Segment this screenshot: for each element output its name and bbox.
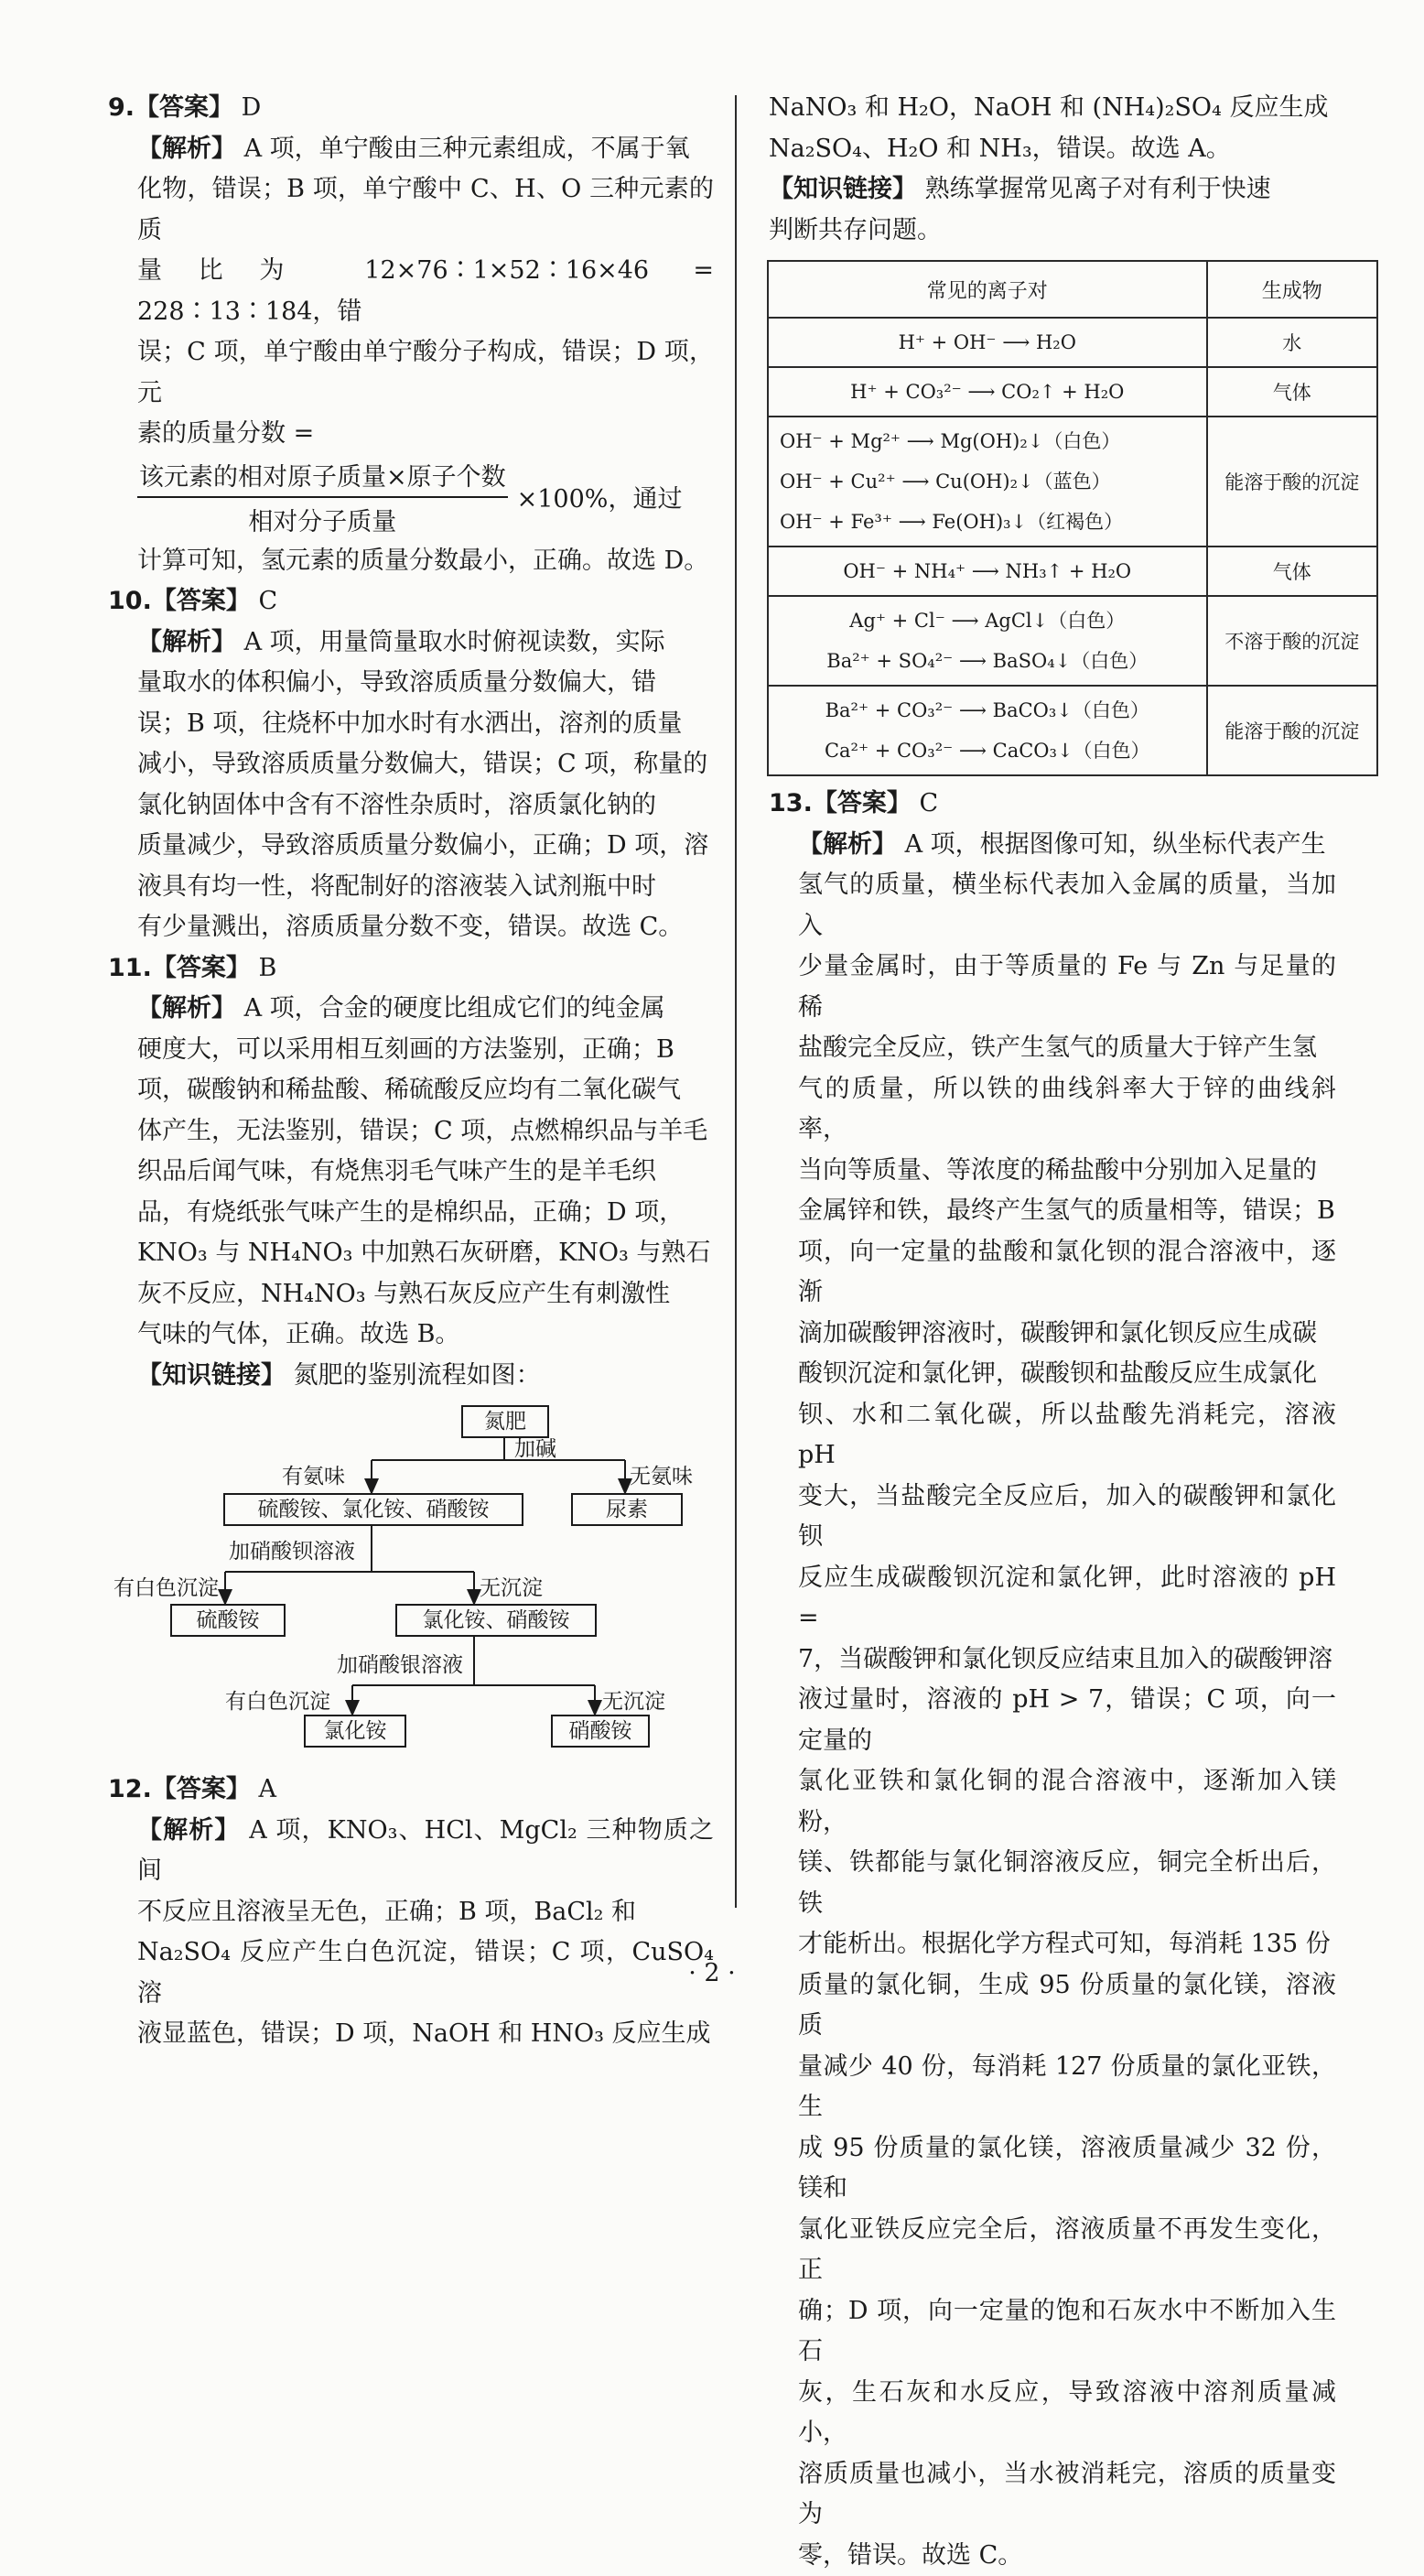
q13-line: 盐酸完全反应，铁产生氢气的质量大于锌产生氢 [798,1028,1336,1069]
q12-number: 12. [108,1775,152,1803]
table-header-row [768,261,1377,318]
flow-node-ammonium-sulfate: 硫酸铵 [170,1604,286,1637]
ion-equation: OH⁻ + Cu²⁺ ⟶ Cu(OH)₂↓（蓝色） [780,461,1201,502]
q13-line: 反应生成碳酸钡沉淀和氯化钾，此时溶液的 pH = [798,1558,1336,1640]
table-row [768,596,1377,686]
ion-equation: Ag⁺ + Cl⁻ ⟶ AgCl↓（白色） [774,601,1201,641]
q13-line: 项，向一定量的盐酸和氯化钡的混合溶液中，逐渐 [798,1232,1336,1314]
q11-line: 灰不反应，NH₄NO₃ 与熟石灰反应产生有刺激性 [137,1274,714,1315]
column-divider [735,95,737,1908]
q9-line: 计算可知，氢元素的质量分数最小，正确。故选 D。 [137,541,714,582]
q13-line: 镁、铁都能与氯化铜溶液反应，铜完全析出后，铁 [798,1843,1336,1924]
q12-answer-tag: 【答案】 [152,1775,251,1803]
flow-cond-white-precipitate-2: 有白色沉淀 [225,1689,330,1715]
nitrogen-fertilizer-flowchart [108,1402,712,1768]
q13-answer-tag: 【答案】 [813,789,912,817]
product-cell: 气体 [1207,547,1377,596]
q9-analysis [108,129,714,455]
q13-line: 少量金属时，由于等质量的 Fe 与 Zn 与足量的稀 [798,947,1336,1028]
q10-line: A 项，用量筒量取水时俯视读数，实际 [244,628,665,656]
q10-line: 氯化钠固体中含有不溶性杂质时，溶质氯化钠的 [137,785,714,827]
q13-line: 氯化亚铁反应完全后，溶液质量不再发生变化，正 [798,2210,1336,2291]
flow-cond-no-precipitate: 无沉淀 [480,1575,543,1601]
mass-fraction-formula [137,457,714,537]
product-cell: 气体 [1207,367,1377,417]
q13-line: 灰，生石灰和水反应，导致溶液中溶剂质量减小， [798,2373,1336,2454]
q11-analysis-tag: 【解析】 [137,994,236,1023]
q13-line: 确；D 项，向一定量的饱和石灰水中不断加入生石 [798,2291,1336,2373]
knowledge-link-tag: 【知识链接】 [769,175,917,203]
q13-answer: C [919,789,938,817]
q12-answer: A [258,1775,276,1803]
q12-line: 液显蓝色，错误；D 项，NaOH 和 HNO₃ 反应生成 [137,2014,714,2055]
left-column [108,88,714,2055]
q11-answer-line [108,948,714,990]
product-cell: 水 [1207,318,1377,367]
q13-answer-line [769,784,1336,825]
q9-answer: D [242,93,262,122]
q11-line: 体产生，无法鉴别，错误；C 项，点燃棉织品与羊毛 [137,1111,714,1153]
q9-answer-tag: 【答案】 [135,93,233,122]
q10-line: 液具有均一性，将配制好的溶液装入试剂瓶中时 [137,867,714,908]
q12-analysis-tag: 【解析】 [137,1816,241,1845]
product-cell: 能溶于酸的沉淀 [1207,417,1377,547]
formula-tail: ×100%，通过 [517,479,683,514]
q12-continued-line: Na₂SO₄、H₂O 和 NH₃，错误。故选 A。 [769,129,1336,170]
q11-line: KNO₃ 与 NH₄NO₃ 中加熟石灰研磨，KNO₃ 与熟石 [137,1233,714,1274]
flow-node-urea: 尿素 [571,1493,683,1526]
q13-line: 液过量时，溶液的 pH > 7，错误；C 项，向一定量的 [798,1680,1336,1761]
ion-equation: H⁺ + OH⁻ ⟶ H₂O [774,322,1201,363]
q11-line: A 项，合金的硬度比组成它们的纯金属 [244,994,665,1023]
q11-answer: B [258,954,276,982]
ion-pairs-table [767,260,1378,776]
table-row [768,547,1377,596]
q9-line: 量比为 12×76∶1×52∶16×46 = 228∶13∶184，错 [137,251,714,332]
table-row [768,318,1377,367]
flow-node-ammonium-nitrate: 硝酸铵 [551,1715,650,1748]
table-row [768,367,1377,417]
ion-equation: OH⁻ + NH₄⁺ ⟶ NH₃↑ + H₂O [774,551,1201,591]
ion-equation: OH⁻ + Fe³⁺ ⟶ Fe(OH)₃↓（红褐色） [780,502,1201,542]
q9-analysis-tag: 【解析】 [137,135,236,163]
q13-line: 质量的氯化铜，生成 95 份质量的氯化镁，溶液质 [798,1965,1336,2047]
knowledge-link-text: 氮肥的鉴别流程如图： [294,1361,541,1390]
q10-analysis [108,622,714,948]
q13-line: 溶质质量也减小，当水被消耗完，溶质的质量变为 [798,2454,1336,2536]
q10-number: 10. [108,587,152,615]
flow-cond-no-precipitate-2: 无沉淀 [602,1689,665,1715]
q13-line: 变大，当盐酸完全反应后，加入的碳酸钾和氯化钡 [798,1477,1336,1558]
flow-node-ammonium-salts: 硫酸铵、氯化铵、硝酸铵 [223,1493,523,1526]
q13-analysis [769,825,1336,2576]
flow-node-chloride-nitrate: 氯化铵、硝酸铵 [395,1604,597,1637]
q13-line: 酸钡沉淀和氯化钾，碳酸钡和盐酸反应生成氯化 [798,1354,1336,1395]
flow-step-add-base: 加碱 [514,1436,556,1462]
q11-line: 气味的气体，正确。故选 B。 [137,1315,714,1356]
q9-line: 误；C 项，单宁酸由单宁酸分子构成，错误；D 项，元 [137,332,714,414]
q10-line: 误；B 项，往烧杯中加水时有水洒出，溶剂的质量 [137,704,714,745]
q12-line: Na₂SO₄ 反应产生白色沉淀，错误；C 项，CuSO₄ 溶 [137,1932,714,2014]
flow-cond-white-precipitate: 有白色沉淀 [113,1575,219,1601]
ion-equation: Ca²⁺ + CO₃²⁻ ⟶ CaCO₃↓（白色） [774,731,1201,771]
q9-number: 9. [108,93,135,122]
q12-line: A 项，KNO₃、HCl、MgCl₂ 三种物质之间 [137,1816,714,1886]
q13-line: 7，当碳酸钾和氯化钡反应结束且加入的碳酸钾溶 [798,1640,1336,1681]
q9-line: A 项，单宁酸由三种元素组成，不属于氧 [244,135,690,163]
flow-node-ammonium-chloride: 氯化铵 [304,1715,406,1748]
q13-line: A 项，根据图像可知，纵坐标代表产生 [905,830,1326,859]
right-column [769,88,1336,2576]
ion-equation: H⁺ + CO₃²⁻ ⟶ CO₂↑ + H₂O [774,372,1201,412]
q10-answer: C [258,587,277,615]
q10-line: 减小，导致溶质质量分数偏大，错误；C 项，称量的 [137,744,714,785]
q9-line: 素的质量分数 = [137,414,714,455]
q11-analysis [108,989,714,1396]
q13-line: 滴加碳酸钾溶液时，碳酸钾和氯化钡反应生成碳 [798,1314,1336,1355]
q13-line: 气的质量，所以铁的曲线斜率大于锌的曲线斜率， [798,1069,1336,1151]
q10-answer-line [108,581,714,622]
knowledge-link-text: 熟练掌握常见离子对有利于快速 [925,175,1271,203]
q12-answer-line [108,1770,714,1811]
q11-line: 硬度大，可以采用相互刻画的方法鉴别，正确；B [137,1030,714,1071]
q11-answer-tag: 【答案】 [152,954,251,982]
q10-answer-tag: 【答案】 [152,587,251,615]
q10-analysis-tag: 【解析】 [137,628,236,656]
q12-continued-line: NaNO₃ 和 H₂O，NaOH 和 (NH₄)₂SO₄ 反应生成 [769,88,1336,129]
q13-line: 当向等质量、等浓度的稀盐酸中分别加入足量的 [798,1151,1336,1192]
q13-line: 金属锌和铁，最终产生氢气的质量相等，错误；B [798,1191,1336,1232]
q13-line: 氯化亚铁和氯化铜的混合溶液中，逐渐加入镁粉， [798,1761,1336,1843]
table-row [768,417,1377,547]
q13-line: 成 95 份质量的氯化镁，溶液质量减少 32 份，镁和 [798,2128,1336,2210]
knowledge-link-tag: 【知识链接】 [137,1361,286,1390]
q11-number: 11. [108,954,152,982]
flow-step-add-barium-nitrate: 加硝酸钡溶液 [229,1539,355,1564]
table-header-product: 生成物 [1207,261,1377,318]
flow-node-nitrogen-fertilizer: 氮肥 [461,1405,549,1438]
q13-line: 量减少 40 份，每消耗 127 份质量的氯化亚铁，生 [798,2047,1336,2128]
product-cell: 能溶于酸的沉淀 [1207,686,1377,775]
q13-line: 才能析出。根据化学方程式可知，每消耗 135 份 [798,1924,1336,1965]
flow-step-add-silver-nitrate: 加硝酸银溶液 [337,1652,463,1678]
formula-denominator: 相对分子质量 [248,498,396,537]
q11-line: 织品后闻气味，有烧焦羽毛气味产生的是羊毛织 [137,1152,714,1193]
knowledge-link-text: 判断共存问题。 [769,211,1336,252]
q13-line: 零，错误。故选 C。 [798,2536,1336,2576]
q13-line: 钡、水和二氧化碳，所以盐酸先消耗完，溶液 pH [798,1395,1336,1477]
table-row [768,686,1377,775]
flow-cond-no-ammonia-smell: 无氨味 [630,1464,693,1489]
q10-line: 质量减少，导致溶质质量分数偏小，正确；D 项，溶 [137,826,714,867]
q12-line: 不反应且溶液呈无色，正确；B 项，BaCl₂ 和 [137,1892,714,1933]
q9-line: 化物，错误；B 项，单宁酸中 C、H、O 三种元素的质 [137,169,714,251]
q13-line: 氢气的质量，横坐标代表加入金属的质量，当加入 [798,865,1336,947]
q10-line: 有少量溅出，溶质质量分数不变，错误。故选 C。 [137,907,714,948]
q9-answer-line [108,88,714,129]
q13-analysis-tag: 【解析】 [798,830,897,859]
q13-number: 13. [769,789,813,817]
q11-line: 项，碳酸钠和稀盐酸、稀硫酸反应均有二氧化碳气 [137,1070,714,1111]
q12-analysis [108,1811,714,2055]
ion-equation: OH⁻ + Mg²⁺ ⟶ Mg(OH)₂↓（白色） [780,421,1201,461]
page-number: · 2 · [0,1959,1424,1987]
formula-numerator: 该元素的相对原子质量×原子个数 [137,457,508,498]
table-header-ion-pairs: 常见的离子对 [768,261,1207,318]
q11-line: 品，有烧纸张气味产生的是棉织品，正确；D 项， [137,1193,714,1234]
q10-line: 量取水的体积偏小，导致溶质质量分数偏大，错 [137,663,714,704]
flow-cond-ammonia-smell: 有氨味 [282,1464,345,1489]
product-cell: 不溶于酸的沉淀 [1207,596,1377,686]
ion-equation: Ba²⁺ + CO₃²⁻ ⟶ BaCO₃↓（白色） [774,690,1201,731]
ion-equation: Ba²⁺ + SO₄²⁻ ⟶ BaSO₄↓（白色） [774,641,1201,681]
